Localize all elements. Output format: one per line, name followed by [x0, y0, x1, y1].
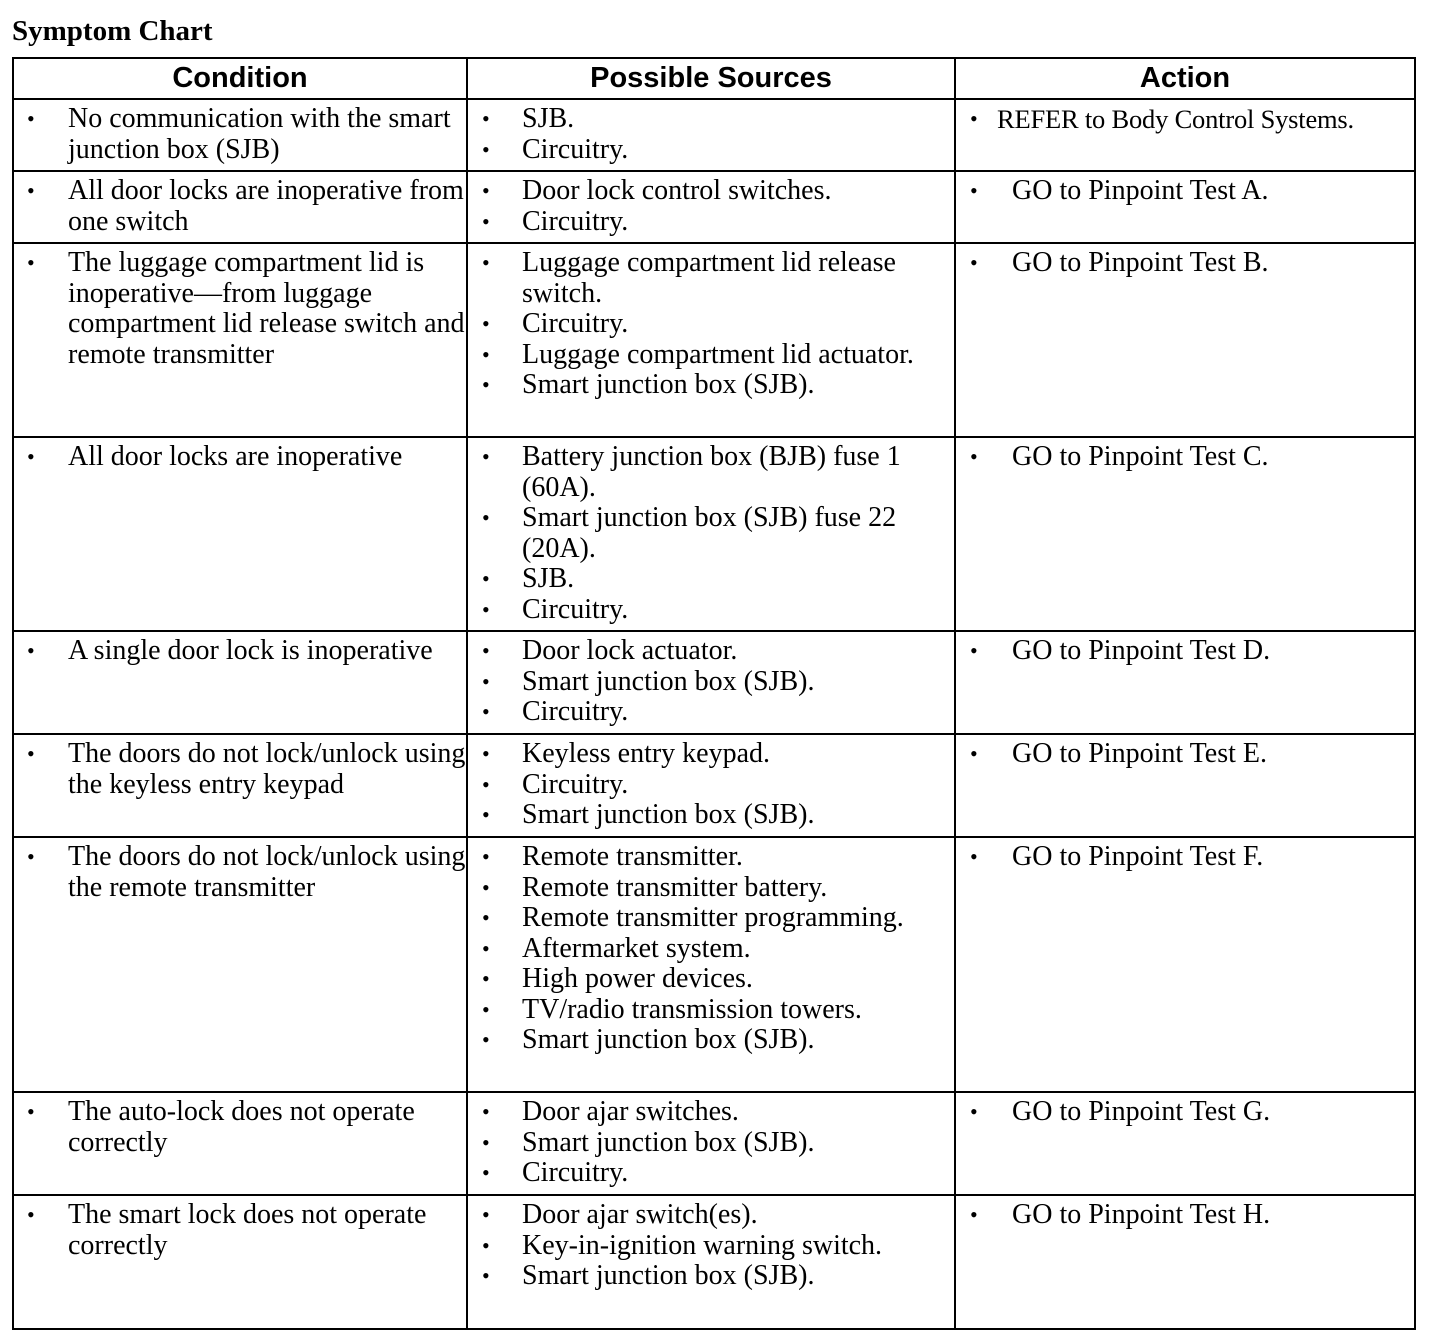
source-item: • Smart junction box (SJB) fuse 22 (20A). [468, 503, 954, 564]
source-item: • Remote transmitter programming. [468, 903, 954, 934]
condition-cell [13, 171, 467, 243]
source-item: • Luggage compartment lid actuator. [468, 340, 954, 371]
source-item: • Circuitry. [468, 207, 954, 238]
condition-cell [13, 631, 467, 734]
condition-text: • The doors do not lock/unlock using the remote transmitter [14, 842, 466, 903]
source-item: • Smart junction box (SJB). [468, 370, 954, 401]
action-cell [955, 171, 1415, 243]
source-item: • SJB. [468, 564, 954, 595]
condition-text: • The luggage compartment lid is inoperative—from luggage compartment lid release switch and remote transmitter [14, 248, 466, 370]
table-row [13, 99, 1415, 171]
table-row [13, 631, 1415, 734]
table-row [13, 1195, 1415, 1329]
header-action: Action [955, 58, 1415, 99]
action-cell [955, 1092, 1415, 1195]
action-text: • GO to Pinpoint Test B. [956, 248, 1414, 279]
condition-cell [13, 1195, 467, 1329]
source-item: • TV/radio transmission towers. [468, 995, 954, 1026]
action-cell [955, 243, 1415, 437]
action-text: • GO to Pinpoint Test D. [956, 636, 1414, 667]
condition-cell [13, 734, 467, 837]
sources-cell [467, 1092, 955, 1195]
table-row [13, 837, 1415, 1092]
condition-cell [13, 1092, 467, 1195]
action-text: • REFER to Body Control Systems. [956, 104, 1414, 135]
condition-text: • The smart lock does not operate correctly [14, 1200, 466, 1261]
sources-cell [467, 437, 955, 631]
action-cell [955, 1195, 1415, 1329]
source-item: • Door ajar switch(es). [468, 1200, 954, 1231]
table-row [13, 243, 1415, 437]
source-item: • Smart junction box (SJB). [468, 1128, 954, 1159]
source-item: • Circuitry. [468, 1158, 954, 1189]
source-item: • Circuitry. [468, 135, 954, 166]
source-item: • Remote transmitter battery. [468, 873, 954, 904]
condition-text: • All door locks are inoperative from one switch [14, 176, 466, 237]
source-item: • Smart junction box (SJB). [468, 800, 954, 831]
action-text: • GO to Pinpoint Test G. [956, 1097, 1414, 1128]
source-item: • Aftermarket system. [468, 934, 954, 965]
sources-cell [467, 734, 955, 837]
source-item: • Smart junction box (SJB). [468, 1261, 954, 1292]
action-text: • GO to Pinpoint Test E. [956, 739, 1414, 770]
chart-title: Symptom Chart [12, 15, 213, 47]
sources-cell [467, 99, 955, 171]
table-row [13, 171, 1415, 243]
condition-text: • The doors do not lock/unlock using the keyless entry keypad [14, 739, 466, 800]
action-text: • GO to Pinpoint Test C. [956, 442, 1414, 473]
source-item: • Door ajar switches. [468, 1097, 954, 1128]
sources-cell [467, 837, 955, 1092]
source-item: • Door lock control switches. [468, 176, 954, 207]
source-item: • Keyless entry keypad. [468, 739, 954, 770]
action-text: • GO to Pinpoint Test A. [956, 176, 1414, 207]
source-item: • Remote transmitter. [468, 842, 954, 873]
sources-cell [467, 171, 955, 243]
source-item: • Smart junction box (SJB). [468, 667, 954, 698]
source-item: • High power devices. [468, 964, 954, 995]
source-item: • Smart junction box (SJB). [468, 1025, 954, 1056]
condition-text: • A single door lock is inoperative [14, 636, 466, 667]
sources-cell [467, 243, 955, 437]
action-text: • GO to Pinpoint Test F. [956, 842, 1414, 873]
table-row [13, 1092, 1415, 1195]
table-row [13, 734, 1415, 837]
action-cell [955, 437, 1415, 631]
symptom-table [12, 57, 1416, 1330]
condition-cell [13, 437, 467, 631]
condition-cell [13, 837, 467, 1092]
source-item: • Battery junction box (BJB) fuse 1 (60A). [468, 442, 954, 503]
action-cell [955, 837, 1415, 1092]
action-cell [955, 734, 1415, 837]
header-condition: Condition [13, 58, 467, 99]
condition-text: • All door locks are inoperative [14, 442, 466, 473]
action-cell [955, 99, 1415, 171]
source-item: • Circuitry. [468, 697, 954, 728]
source-item: • Door lock actuator. [468, 636, 954, 667]
table-row [13, 437, 1415, 631]
header-row [13, 58, 1415, 99]
source-item: • Key-in-ignition warning switch. [468, 1231, 954, 1262]
source-item: • Circuitry. [468, 595, 954, 626]
header-possible-sources: Possible Sources [467, 58, 955, 99]
sources-cell [467, 1195, 955, 1329]
condition-text: • The auto-lock does not operate correctly [14, 1097, 466, 1158]
source-item: • SJB. [468, 104, 954, 135]
action-text: • GO to Pinpoint Test H. [956, 1200, 1414, 1231]
condition-text: • No communication with the smart junction box (SJB) [14, 104, 466, 165]
action-cell [955, 631, 1415, 734]
source-item: • Circuitry. [468, 770, 954, 801]
source-item: • Circuitry. [468, 309, 954, 340]
condition-cell [13, 99, 467, 171]
condition-cell [13, 243, 467, 437]
source-item: • Luggage compartment lid release switch. [468, 248, 954, 309]
sources-cell [467, 631, 955, 734]
